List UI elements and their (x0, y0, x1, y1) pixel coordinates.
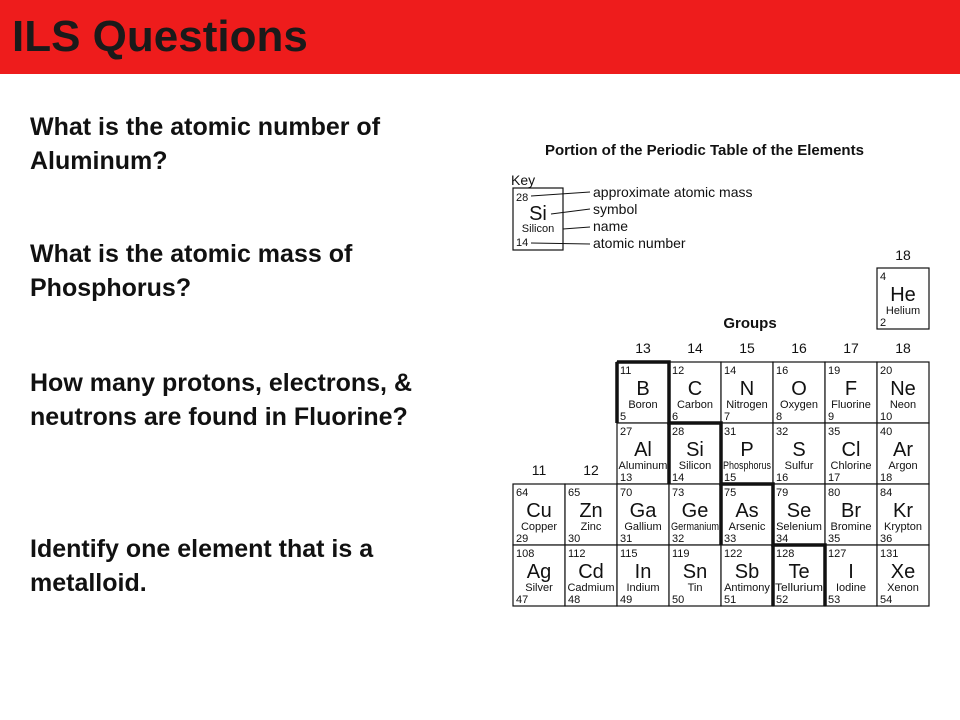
element-cell-p (721, 423, 773, 484)
element-mass: 16 (776, 365, 789, 377)
element-number: 33 (724, 533, 737, 545)
element-symbol: Sn (682, 561, 708, 583)
element-number: 51 (724, 594, 737, 606)
element-name: Tin (687, 582, 703, 594)
element-number: 36 (880, 533, 893, 545)
element-number: 8 (776, 411, 783, 423)
element-number: 50 (672, 594, 685, 606)
element-name: Bromine (830, 521, 872, 533)
element-number: 17 (828, 472, 841, 484)
element-name: Antimony (724, 582, 770, 594)
slide-title: ILS Questions (12, 12, 308, 61)
element-symbol: Ag (526, 561, 552, 583)
key-label: Key (511, 172, 536, 188)
group-number-18-helium: 18 (895, 247, 911, 263)
element-number: 14 (672, 472, 685, 484)
element-name: Selenium (776, 521, 822, 533)
element-mass: 12 (672, 365, 685, 377)
element-mass: 73 (672, 487, 685, 499)
groups-label: Groups (723, 315, 777, 332)
element-name: Neon (889, 399, 917, 411)
element-mass: 64 (516, 487, 529, 499)
element-name: Chlorine (830, 460, 872, 472)
element-mass: 19 (828, 365, 841, 377)
element-number: 7 (724, 411, 731, 423)
element-name: Aluminum (618, 460, 668, 472)
element-mass: 108 (516, 548, 535, 560)
element-mass: 115 (620, 548, 638, 560)
element-mass: 32 (776, 426, 789, 438)
element-cell-o (773, 362, 825, 423)
element-symbol: Ne (890, 378, 916, 400)
element-symbol: S (792, 439, 806, 461)
element-mass: 27 (620, 426, 633, 438)
element-name: Gallium (624, 521, 662, 533)
element-number: 53 (828, 594, 841, 606)
element-cell-cu (513, 484, 565, 545)
element-name: Carbon (676, 399, 714, 411)
element-number: 6 (672, 411, 679, 423)
element-symbol: N (739, 378, 755, 400)
key-desc-symbol: symbol (593, 201, 638, 217)
element-name: Nitrogen (726, 399, 768, 411)
element-cell-cl (825, 423, 877, 484)
element-number: 54 (880, 594, 893, 606)
element-symbol: Cd (578, 561, 604, 583)
element-symbol: I (848, 561, 854, 583)
element-symbol: Cl (841, 439, 861, 461)
element-mass: 84 (880, 487, 893, 499)
element-number: 48 (568, 594, 581, 606)
element-symbol: Sb (734, 561, 760, 583)
element-symbol: C (687, 378, 703, 400)
periodic-table-title: Portion of the Periodic Table of the Elements (545, 142, 864, 159)
element-mass: 40 (880, 426, 893, 438)
element-name: Cadmium (567, 582, 615, 594)
element-number: 49 (620, 594, 633, 606)
element-name: Tellurium (775, 582, 823, 594)
element-mass: 11 (620, 365, 632, 377)
element-cell-sn (669, 545, 721, 606)
element-name: Krypton (884, 521, 922, 533)
element-symbol: Br (841, 500, 861, 522)
group-number-11: 11 (531, 462, 547, 478)
element-mass: 75 (724, 487, 737, 499)
element-symbol: As (735, 500, 759, 522)
element-mass: 127 (828, 548, 847, 560)
element-cell-ar (877, 423, 929, 484)
question-4: Identify one element that is a metalloid. (30, 535, 374, 597)
element-cell-n (721, 362, 773, 423)
element-number: 35 (828, 533, 841, 545)
element-number: 10 (880, 411, 893, 423)
key-desc-mass: approximate atomic mass (593, 184, 753, 200)
element-mass: 65 (568, 487, 581, 499)
element-number: 13 (620, 472, 633, 484)
element-number: 31 (620, 533, 633, 545)
element-cell-f (825, 362, 877, 423)
element-mass: 128 (776, 548, 795, 560)
title-bar (0, 0, 960, 74)
element-name: Argon (888, 460, 918, 472)
element-name: Arsenic (728, 521, 766, 533)
key-symbol: Si (529, 203, 547, 225)
group-number-17: 17 (843, 340, 859, 356)
element-mass: 119 (672, 548, 690, 560)
element-cell-he (877, 268, 929, 329)
element-number: 16 (776, 472, 789, 484)
element-name: Silicon (678, 460, 712, 472)
question-3: How many protons, electrons, & neutrons are found in Fluorine? (30, 369, 413, 431)
element-symbol: Kr (893, 500, 913, 522)
element-symbol: Zn (579, 500, 603, 522)
element-name: Fluorine (831, 399, 871, 411)
element-cell-ga (617, 484, 669, 545)
element-mass: 122 (724, 548, 743, 560)
element-number: 5 (620, 411, 627, 423)
element-cell-c (669, 362, 721, 423)
element-name: Zinc (580, 521, 602, 533)
element-name: Germanium (671, 521, 719, 533)
element-name: Indium (626, 582, 660, 594)
element-symbol: P (740, 439, 754, 461)
element-number: 2 (880, 317, 887, 329)
group-number-15: 15 (739, 340, 755, 356)
key-name: Silicon (521, 223, 555, 235)
element-mass: 131 (880, 548, 899, 560)
element-mass: 14 (724, 365, 737, 377)
element-cell-se (773, 484, 825, 545)
element-symbol: Te (788, 561, 810, 583)
element-symbol: Ar (893, 439, 913, 461)
group-number-16: 16 (791, 340, 807, 356)
element-number: 32 (672, 533, 685, 545)
element-symbol: Si (686, 439, 704, 461)
periodic-table-figure (505, 130, 945, 620)
element-cell-ne (877, 362, 929, 423)
element-cell-cd (565, 545, 617, 606)
group-number-12: 12 (583, 462, 599, 478)
element-cell-ge (669, 484, 721, 545)
group-number-13: 13 (635, 340, 651, 356)
element-number: 34 (776, 533, 789, 545)
element-symbol: B (636, 378, 650, 400)
element-mass: 35 (828, 426, 841, 438)
element-symbol: Cu (526, 500, 552, 522)
element-mass: 28 (672, 426, 685, 438)
element-cell-b (617, 362, 669, 423)
element-mass: 31 (724, 426, 737, 438)
element-symbol: Ga (629, 500, 657, 522)
group-number-14: 14 (687, 340, 703, 356)
question-2: What is the atomic mass of Phosphorus? (30, 240, 353, 302)
group-number-18: 18 (895, 340, 911, 356)
element-name: Xenon (887, 582, 919, 594)
element-cell-xe (877, 545, 929, 606)
element-name: Boron (628, 399, 658, 411)
question-1: What is the atomic number of Aluminum? (30, 113, 381, 175)
element-symbol: Se (786, 500, 812, 522)
element-name: Silver (525, 582, 553, 594)
element-name: Copper (520, 521, 558, 533)
element-symbol: F (844, 378, 858, 400)
element-cell-ag (513, 545, 565, 606)
periodic-table-svg (505, 130, 945, 620)
key-cell (513, 188, 563, 250)
element-cell-te (773, 545, 825, 606)
element-name: Sulfur (784, 460, 814, 472)
key-desc-name: name (593, 218, 629, 234)
element-name: Iodine (836, 582, 866, 594)
element-cell-si (669, 423, 721, 484)
element-symbol: In (634, 561, 652, 583)
key-desc-number: atomic number (593, 235, 686, 251)
key-number: 14 (516, 237, 529, 249)
element-cell-in (617, 545, 669, 606)
element-number: 9 (828, 411, 835, 423)
element-symbol: O (791, 378, 807, 400)
element-symbol: Xe (890, 561, 916, 583)
element-symbol: Ge (681, 500, 709, 522)
element-mass: 4 (880, 271, 887, 283)
element-cell-i (825, 545, 877, 606)
element-cell-kr (877, 484, 929, 545)
element-number: 47 (516, 594, 529, 606)
element-number: 29 (516, 533, 529, 545)
element-number: 30 (568, 533, 581, 545)
element-cell-as (721, 484, 773, 545)
element-cell-s (773, 423, 825, 484)
element-number: 15 (724, 472, 737, 484)
element-cell-zn (565, 484, 617, 545)
element-name: Phosphorus (723, 460, 772, 472)
element-name: Oxygen (780, 399, 818, 411)
element-mass: 80 (828, 487, 841, 499)
element-mass: 70 (620, 487, 633, 499)
element-cell-al (617, 423, 669, 484)
key-mass: 28 (516, 192, 529, 204)
element-number: 18 (880, 472, 893, 484)
element-symbol: He (890, 284, 916, 306)
element-name: Helium (885, 305, 921, 317)
element-cell-sb (721, 545, 773, 606)
element-mass: 20 (880, 365, 893, 377)
element-number: 52 (776, 594, 789, 606)
element-mass: 79 (776, 487, 789, 499)
element-symbol: Al (634, 439, 652, 461)
element-cell-br (825, 484, 877, 545)
element-mass: 112 (568, 548, 586, 560)
